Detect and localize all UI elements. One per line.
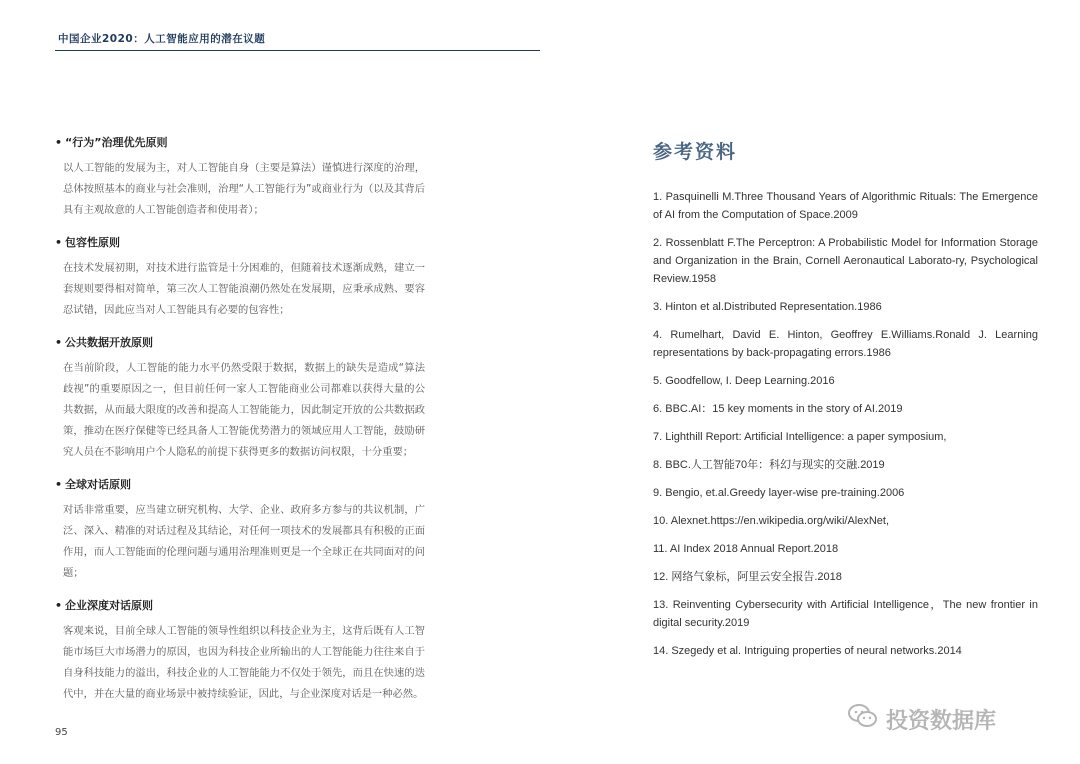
watermark [848, 703, 996, 735]
reference-item: 10. Alexnet.https://en.wikipedia.org/wiki/AlexNet, [653, 515, 890, 527]
wechat-icon [848, 703, 878, 735]
header-divider [55, 50, 540, 51]
principle-title: 全球对话原则 [65, 478, 131, 491]
principle-title: 企业深度对话原则 [65, 599, 153, 612]
reference-item: 2. Rossenblatt F.The Perceptron: A Probabilistic Model for Information Storage and Organization in the Brain, Cornell Aeronautical Laborato-ry, Psychological Review.1958 [653, 237, 1038, 285]
reference-item: 3. Hinton et al.Distributed Representation.1986 [653, 301, 882, 313]
reference-item: 6. BBC.AI：15 key moments in the story of AI.2019 [653, 403, 903, 415]
principle-title: “行为”治理优先原则 [65, 136, 168, 149]
principle-body: 客观来说，目前全球人工智能的领导性组织以科技企业为主，这背后既有人工智能市场巨大市场潜力的原因，也因为科技企业所输出的人工智能能力往往来自于自身科技能力的溢出，科技企业的人工智能能力不仅处于领先，而且在快速的迭代中，并在大量的商业场景中被持续验证，因此，与企业深度对话是一种必然。 [63, 625, 425, 700]
bullet: • [55, 136, 63, 149]
bullet: • [55, 336, 63, 349]
principle-body: 在技术发展初期，对技术进行监管是十分困难的，但随着技术逐渐成熟，建立一套规则要得相对简单，第三次人工智能浪潮仍然处在发展期，应秉承成熟、要容忍试错，因此应当对人工智能具有必要的包容性； [63, 262, 425, 316]
running-header: 中国企业2020：人工智能应用的潜在议题 [58, 33, 266, 45]
references-list [653, 188, 1038, 670]
reference-item: 13. Reinventing Cybersecurity with Artificial Intelligence，The new frontier in digital security.2019 [653, 599, 1038, 629]
reference-item: 1. Pasquinelli M.Three Thousand Years of Algorithmic Rituals: The Emergence of AI from the Computation of Space.2009 [653, 191, 1038, 221]
principles-column [55, 135, 425, 719]
reference-item: 4. Rumelhart, David E. Hinton, Geoffrey E.Williams.Ronald J. Learning representations by back-propagating errors.1986 [653, 329, 1038, 359]
principle-section [55, 135, 425, 221]
reference-item: 11. AI Index 2018 Annual Report.2018 [653, 543, 839, 555]
principle-body: 以人工智能的发展为主，对人工智能自身（主要是算法）谨慎进行深度的治理，总体按照基本的商业与社会准则，治理“人工智能行为”或商业行为（以及其背后具有主观故意的人工智能创造者和使用者）； [63, 162, 425, 216]
reference-item: 8. BBC.人工智能70年：科幻与现实的交融.2019 [653, 459, 885, 471]
bullet: • [55, 478, 63, 491]
watermark-text: 投资数据库 [886, 708, 997, 734]
bullet: • [55, 236, 63, 249]
reference-item: 7. Lighthill Report: Artificial Intelligence: a paper symposium, [653, 431, 947, 443]
principle-body: 在当前阶段，人工智能的能力水平仍然受限于数据，数据上的缺失是造成“算法歧视”的重要原因之一，但目前任何一家人工智能商业公司都难以获得大量的公共数据，从而最大限度的改善和提高人工智能能力，因此制定开放的公共数据政策，推动在医疗保健等已经具备人工智能优势潜力的领域应用人工智能，鼓励研究人员在不影响用户个人隐私的前提下获得更多的数据访问权限，十分重要； [63, 362, 425, 458]
principle-section [55, 335, 425, 463]
reference-item: 14. Szegedy et al. Intriguing properties of neural networks.2014 [653, 645, 962, 657]
page-number: 95 [55, 727, 68, 738]
principle-section [55, 477, 425, 584]
principle-body: 对话非常重要，应当建立研究机构、大学、企业、政府多方参与的共议机制，广泛、深入、精准的对话过程及其结论，对任何一项技术的发展都具有积极的正面作用，而人工智能面的伦理问题与通用治理准则更是一个全球正在共同面对的问题； [63, 504, 425, 579]
reference-item: 9. Bengio, et.al.Greedy layer-wise pre-training.2006 [653, 487, 905, 499]
reference-item: 12. 网络气象标，阿里云安全报告.2018 [653, 571, 842, 583]
references-heading: 参考资料 [653, 141, 738, 163]
principle-section [55, 235, 425, 321]
principle-title: 公共数据开放原则 [65, 336, 153, 349]
principle-section [55, 598, 425, 705]
principle-title: 包容性原则 [65, 236, 120, 249]
reference-item: 5. Goodfellow, I. Deep Learning.2016 [653, 375, 835, 387]
bullet: • [55, 599, 63, 612]
